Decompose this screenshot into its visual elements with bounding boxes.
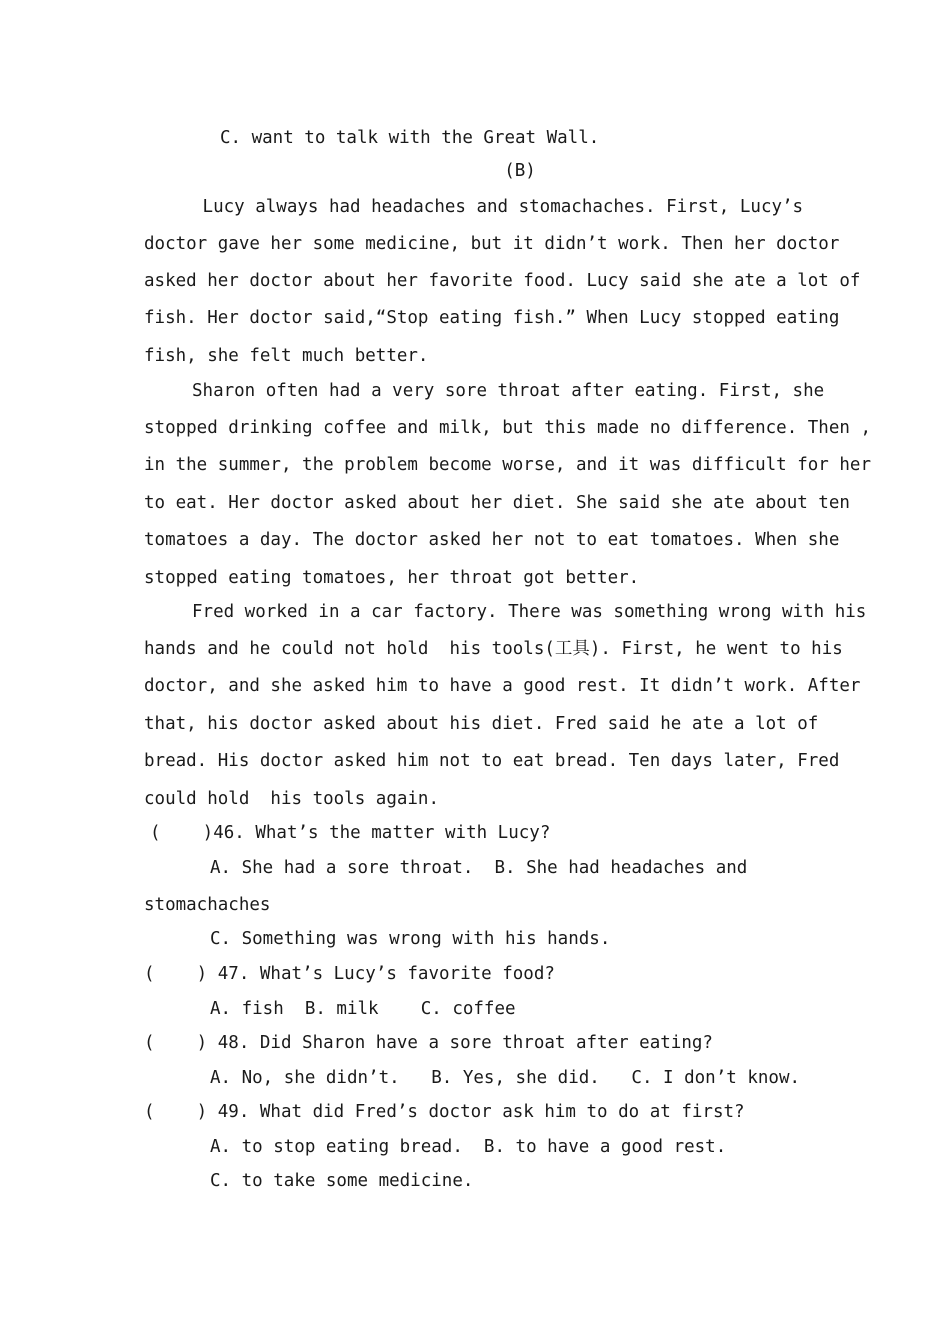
question-stem: ( ) 49. What did Fred’s doctor ask him to do at first?: [144, 1102, 745, 1122]
passage-line: Lucy always had headaches and stomachaches. First, Lucy’s: [192, 197, 804, 217]
passage-line: to eat. Her doctor asked about her diet. She said she ate about ten: [144, 493, 850, 513]
question-stem: ( ) 47. What’s Lucy’s favorite food?: [144, 964, 555, 984]
passage-line: doctor gave her some medicine, but it didn’t work. Then her doctor: [144, 234, 840, 254]
section-label: (B): [504, 161, 536, 181]
passage-line: hands and he could not hold his tools(工具). First, he went to his: [144, 639, 843, 659]
passage-line: fish. Her doctor said,“Stop eating fish.” When Lucy stopped eating: [144, 308, 840, 328]
passage-line: fish, she felt much better.: [144, 346, 429, 366]
passage-line: asked her doctor about her favorite food. Lucy said she ate a lot of: [144, 271, 861, 291]
passage-line: that, his doctor asked about his diet. Fred said he ate a lot of: [144, 714, 819, 734]
passage-line: Fred worked in a car factory. There was something wrong with his: [192, 602, 867, 622]
answer-options: A. fish B. milk C. coffee: [210, 999, 516, 1019]
passage-line: bread. His doctor asked him not to eat bread. Ten days later, Fred: [144, 751, 840, 771]
previous-question-option-c: C. want to talk with the Great Wall.: [220, 128, 600, 148]
passage-line: doctor, and she asked him to have a good rest. It didn’t work. After: [144, 676, 861, 696]
passage-line: stopped eating tomatoes, her throat got better.: [144, 568, 640, 588]
question-stem: ( )46. What’s the matter with Lucy?: [150, 823, 551, 843]
passage-line: in the summer, the problem become worse, and it was difficult for her: [144, 455, 871, 475]
answer-options: A. to stop eating bread. B. to have a good rest.: [210, 1137, 727, 1157]
passage-line: stopped drinking coffee and milk, but this made no difference. Then ,: [144, 418, 871, 438]
answer-options: A. No, she didn’t. B. Yes, she did. C. I don’t know.: [210, 1068, 801, 1088]
passage-line: could hold his tools again.: [144, 789, 440, 809]
answer-options: A. She had a sore throat. B. She had headaches and: [210, 858, 748, 878]
question-stem: ( ) 48. Did Sharon have a sore throat after eating?: [144, 1033, 713, 1053]
answer-options: C. Something was wrong with his hands.: [210, 929, 611, 949]
answer-options: stomachaches: [144, 895, 271, 915]
passage-line: Sharon often had a very sore throat after eating. First, she: [192, 381, 825, 401]
answer-options: C. to take some medicine.: [210, 1171, 474, 1191]
passage-line: tomatoes a day. The doctor asked her not to eat tomatoes. When she: [144, 530, 840, 550]
